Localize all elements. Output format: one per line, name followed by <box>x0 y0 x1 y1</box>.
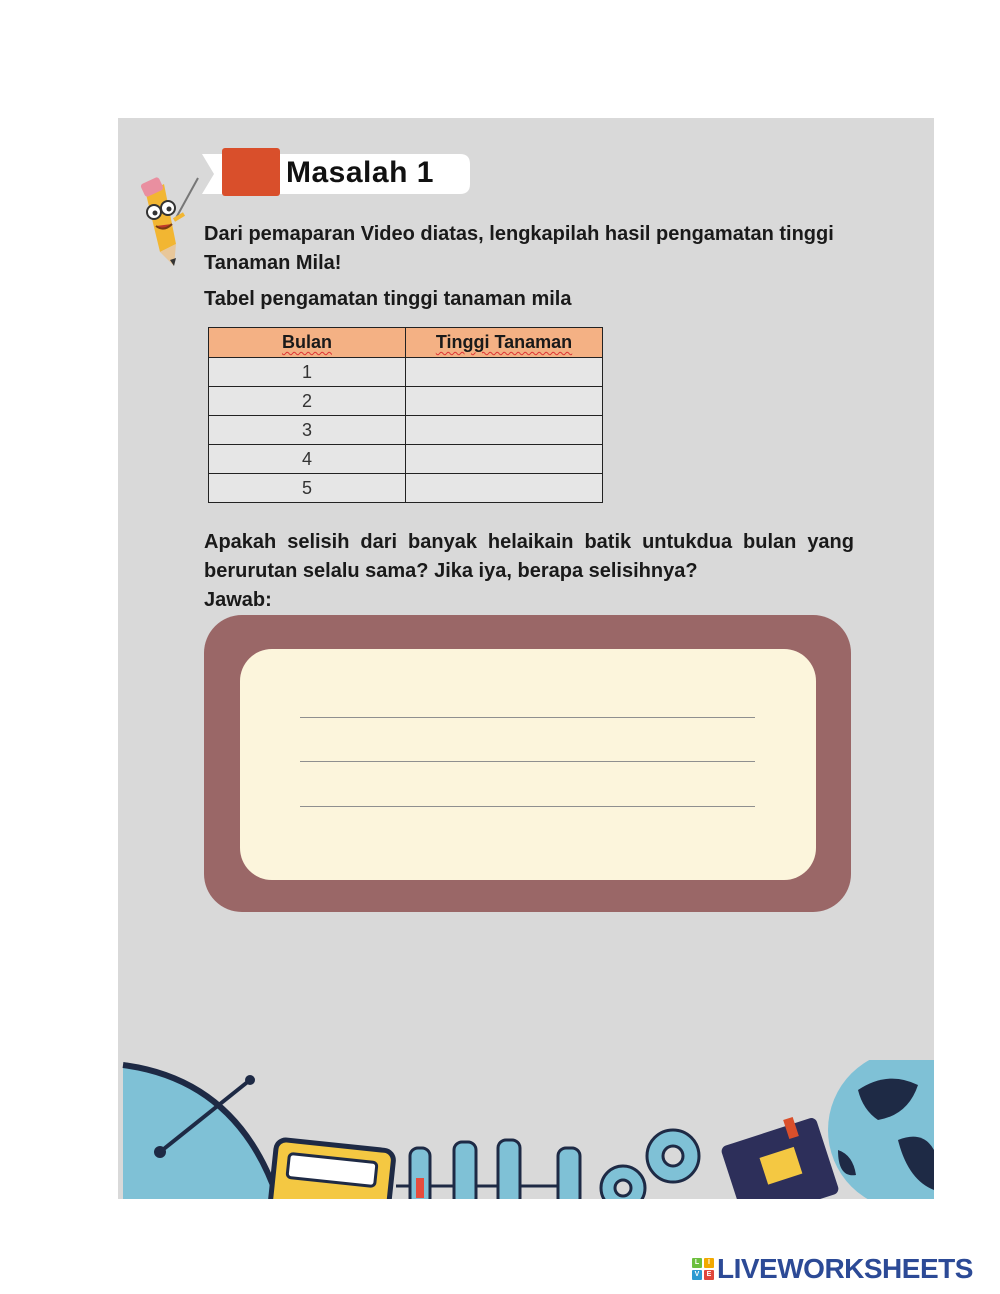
worksheet-page <box>118 118 934 1199</box>
table-row <box>209 416 603 445</box>
table-caption: Tabel pengamatan tinggi tanaman mila <box>204 288 572 310</box>
answer-line <box>300 806 755 807</box>
height-input-cell[interactable] <box>406 387 603 416</box>
question-text: Apakah selisih dari banyak helaikain batik untukdua bulan yang berurutan selalu sama? Jika iya, berapa selisihnya? <box>204 531 854 582</box>
liveworksheets-logo[interactable] <box>692 1254 973 1284</box>
table-row <box>209 445 603 474</box>
pencil-mascot-icon <box>124 174 204 274</box>
answer-box[interactable] <box>240 649 816 880</box>
page-title: Masalah 1 <box>286 156 434 189</box>
table-row <box>209 358 603 387</box>
satellite-dish-icon <box>123 1065 278 1199</box>
answer-label: Jawab: <box>204 589 272 611</box>
logo-squares-icon: L I V E <box>692 1258 714 1280</box>
month-cell: 1 <box>209 358 406 387</box>
answer-line <box>300 717 755 718</box>
column-header: Tinggi Tanaman <box>406 328 603 358</box>
height-input-cell[interactable] <box>406 416 603 445</box>
month-cell: 2 <box>209 387 406 416</box>
gear-icon <box>601 1130 699 1199</box>
science-illustration <box>118 1060 934 1199</box>
height-input-cell[interactable] <box>406 474 603 503</box>
book-icon <box>720 1117 840 1199</box>
height-input-cell[interactable] <box>406 445 603 474</box>
table-row <box>209 387 603 416</box>
table-row <box>209 474 603 503</box>
answer-frame <box>204 615 851 912</box>
observation-table <box>208 327 603 503</box>
brand-name: LIVEWORKSHEETS <box>717 1253 973 1284</box>
calculator-icon <box>270 1139 395 1199</box>
height-input-cell[interactable] <box>406 358 603 387</box>
month-cell: 4 <box>209 445 406 474</box>
banner-accent-square <box>222 148 280 196</box>
answer-line <box>300 761 755 762</box>
month-cell: 5 <box>209 474 406 503</box>
question-text: Dari pemaparan Video diatas, lengkapilah hasil pengamatan tinggi Tanaman Mila! <box>204 223 834 274</box>
test-tubes-icon <box>396 1140 580 1199</box>
month-cell: 3 <box>209 416 406 445</box>
table-header-row <box>209 328 603 358</box>
column-header: Bulan <box>209 328 406 358</box>
globe-icon <box>828 1060 934 1199</box>
